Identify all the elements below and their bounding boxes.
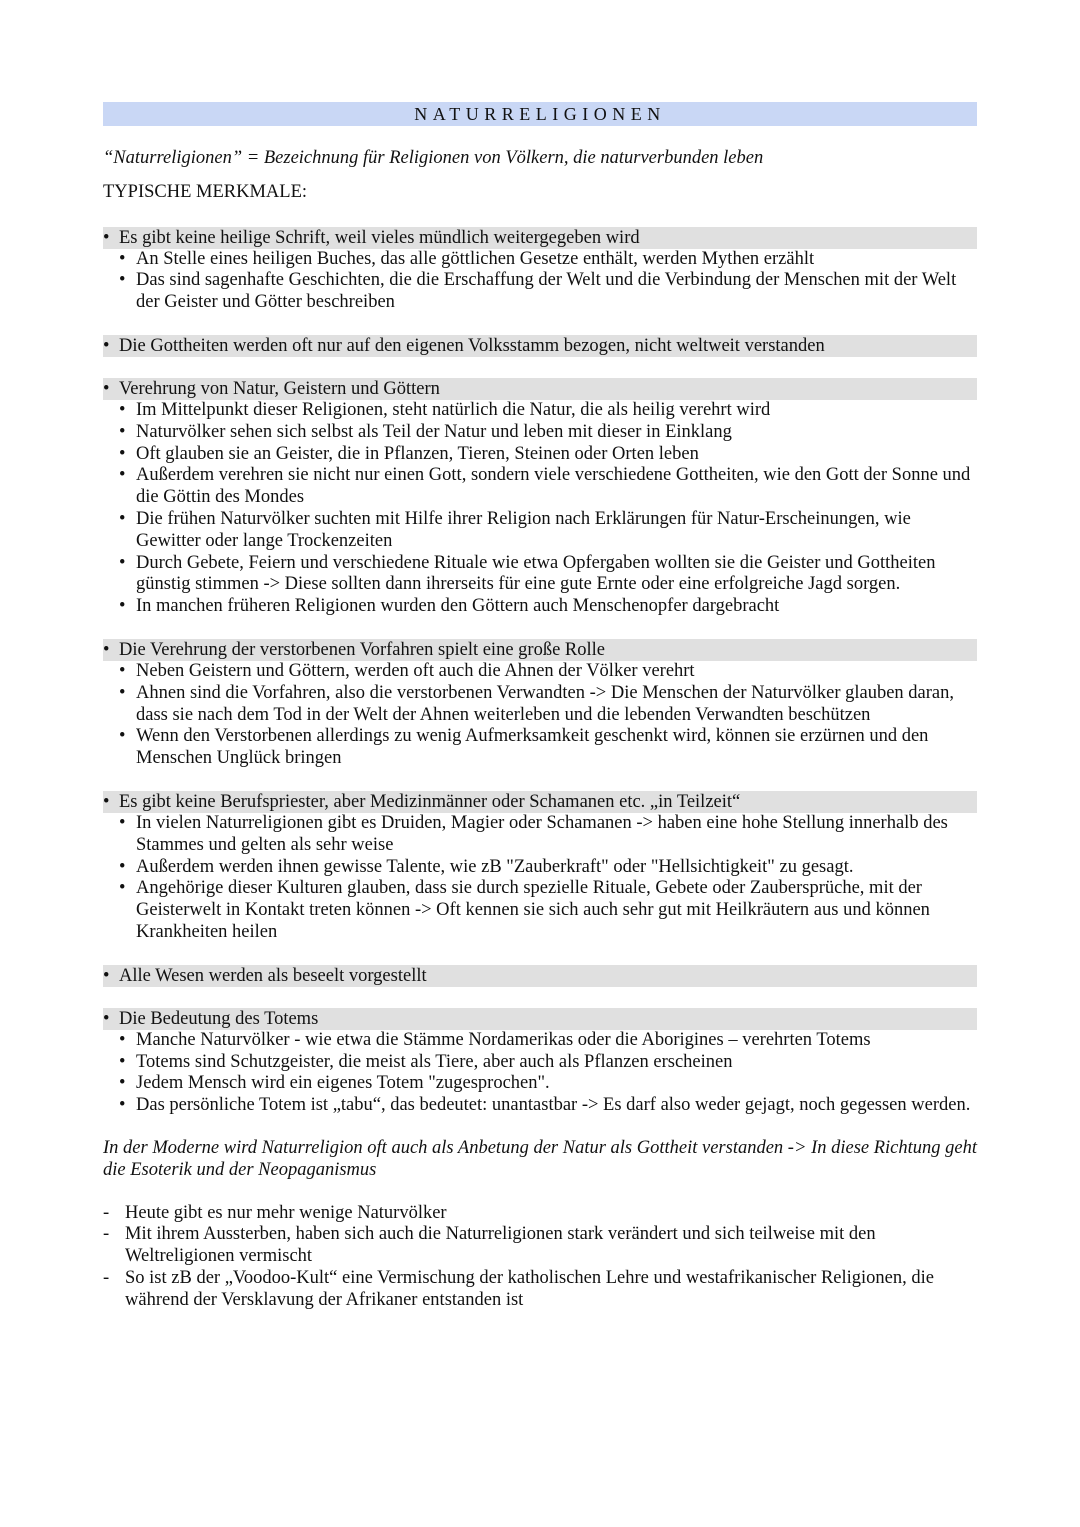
list-item-text: Mit ihrem Aussterben, haben sich auch die Naturreligionen stark verändert und sich teilweise mit den Weltreligionen vermischt xyxy=(125,1224,876,1267)
list-item-text: Naturvölker sehen sich selbst als Teil der Natur und leben mit dieser in Einklang xyxy=(136,421,732,442)
list-item xyxy=(103,1224,977,1268)
feature-section xyxy=(103,227,977,314)
dash-icon: - xyxy=(103,1202,110,1223)
feature-section xyxy=(103,1008,977,1117)
list-item-text: Jedem Mensch wird ein eigenes Totem "zugesprochen". xyxy=(136,1073,550,1094)
list-item xyxy=(103,509,977,553)
feature-heading-text: Alle Wesen werden als beseelt vorgestellt xyxy=(119,965,427,986)
list-item-text: Neben Geistern und Göttern, werden oft auch die Ahnen der Völker verehrt xyxy=(136,660,695,681)
feature-details xyxy=(103,249,977,314)
bullet-icon: • xyxy=(119,508,126,529)
list-item xyxy=(103,553,977,597)
bullet-icon: • xyxy=(103,965,110,986)
bullet-icon: • xyxy=(119,1051,126,1072)
feature-details xyxy=(103,813,977,944)
list-item xyxy=(103,1203,977,1225)
list-item-text: Wenn den Verstorbenen allerdings zu wenig Aufmerksamkeit geschenkt wird, können sie erzürnen und den Menschen Unglück bringen xyxy=(136,726,929,769)
feature-list xyxy=(103,227,977,1117)
bullet-icon: • xyxy=(119,726,126,747)
definition-term: “Naturreligionen” xyxy=(103,148,243,168)
feature-details xyxy=(103,1030,977,1117)
feature-heading-text: Es gibt keine Berufspriester, aber Medizinmänner oder Schamanen etc. „in Teilzeit“ xyxy=(119,791,741,812)
feature-heading-text: Die Bedeutung des Totems xyxy=(119,1008,319,1029)
list-item-text: Die frühen Naturvölker suchten mit Hilfe ihrer Religion nach Erklärungen für Natur-Erscheinungen, wie Gewitter oder lange Trockenzeiten xyxy=(136,508,911,551)
feature-heading xyxy=(103,335,977,357)
list-item xyxy=(103,249,977,271)
bullet-icon: • xyxy=(119,682,126,703)
list-item xyxy=(103,726,977,770)
bullet-icon: • xyxy=(119,270,126,291)
feature-heading xyxy=(103,639,977,661)
list-item xyxy=(103,465,977,509)
bullet-icon: • xyxy=(103,335,110,356)
list-item xyxy=(103,400,977,422)
bullet-icon: • xyxy=(103,227,110,248)
list-item-text: Heute gibt es nur mehr wenige Naturvölker xyxy=(125,1202,447,1223)
list-item-text: An Stelle eines heiligen Buches, das alle göttlichen Gesetze enthält, werden Mythen erzählt xyxy=(136,248,815,269)
list-item-text: Das persönliche Totem ist „tabu“, das bedeutet: unantastbar -> Es darf also weder gejagt, noch gegessen werden. xyxy=(136,1095,971,1116)
dash-icon: - xyxy=(103,1267,110,1288)
feature-details xyxy=(103,400,977,618)
feature-heading xyxy=(103,1008,977,1030)
list-item xyxy=(103,270,977,314)
list-item-text: Das sind sagenhafte Geschichten, die die Erschaffung der Welt und die Verbindung der Menschen mit der Welt der Geister und Götter beschreiben xyxy=(136,270,957,313)
list-item-text: In manchen früheren Religionen wurden den Göttern auch Menschenopfer dargebracht xyxy=(136,596,780,617)
bullet-icon: • xyxy=(119,856,126,877)
bullet-icon: • xyxy=(103,378,110,399)
bullet-icon: • xyxy=(119,421,126,442)
feature-heading-text: Die Gottheiten werden oft nur auf den eigenen Volksstamm bezogen, nicht weltweit verstanden xyxy=(119,335,825,356)
list-item-text: In vielen Naturreligionen gibt es Druiden, Magier oder Schamanen -> haben eine hohe Stellung innerhalb des Stammes und gelten als sehr weise xyxy=(136,812,948,855)
list-item-text: Angehörige dieser Kulturen glauben, dass sie durch spezielle Rituale, Gebete oder Zaubersprüche, mit der Geisterwelt in Kontakt treten können -> Oft kennen sie sich auch sehr gut mit Heilkräutern aus und können Krankheiten heilen xyxy=(136,878,930,942)
feature-section xyxy=(103,965,977,987)
list-item-text: Außerdem verehren sie nicht nur einen Gott, sondern viele verschiedene Gottheiten, wie den Gott der Sonne und die Göttin des Mondes xyxy=(136,465,971,508)
bullet-icon: • xyxy=(119,812,126,833)
final-points xyxy=(103,1203,977,1312)
bullet-icon: • xyxy=(119,1029,126,1050)
bullet-icon: • xyxy=(119,596,126,617)
list-item xyxy=(103,1073,977,1095)
feature-heading-text: Es gibt keine heilige Schrift, weil vieles mündlich weitergegeben wird xyxy=(119,227,640,248)
definition-text: = Bezeichnung für Religionen von Völkern, die naturverbunden leben xyxy=(242,148,764,168)
feature-section xyxy=(103,791,977,944)
bullet-icon: • xyxy=(119,552,126,573)
feature-heading xyxy=(103,227,977,249)
list-item xyxy=(103,813,977,857)
feature-heading xyxy=(103,378,977,400)
bullet-icon: • xyxy=(119,660,126,681)
list-item xyxy=(103,422,977,444)
list-item-text: Durch Gebete, Feiern und verschiedene Rituale wie etwa Opfergaben wollten sie die Geister und Gottheiten günstig stimmen -> Diese sollten dann ihrerseits für eine gute Ernte oder eine erfolgreiche Jagd sorgen. xyxy=(136,552,936,595)
bullet-icon: • xyxy=(103,639,110,660)
document-title: NATURRELIGIONEN xyxy=(103,102,977,126)
bullet-icon: • xyxy=(119,465,126,486)
list-item-text: Manche Naturvölker - wie etwa die Stämme Nordamerikas oder die Aborigines – verehrten Totems xyxy=(136,1029,871,1050)
bullet-icon: • xyxy=(119,443,126,464)
bullet-icon: • xyxy=(103,791,110,812)
feature-heading xyxy=(103,965,977,987)
feature-section xyxy=(103,639,977,770)
list-item xyxy=(103,444,977,466)
bullet-icon: • xyxy=(119,1095,126,1116)
conclusion: In der Moderne wird Naturreligion oft auch als Anbetung der Natur als Gottheit verstanden -> In diese Richtung geht die Esoterik und der Neopaganismus xyxy=(103,1137,978,1180)
bullet-icon: • xyxy=(119,248,126,269)
bullet-icon: • xyxy=(119,1073,126,1094)
list-item-text: So ist zB der „Voodoo-Kult“ eine Vermischung der katholischen Lehre und westafrikanischer Religionen, die während der Versklavung der Afrikaner entstanden ist xyxy=(125,1267,934,1310)
feature-details xyxy=(103,661,977,770)
list-item-text: Im Mittelpunkt dieser Religionen, steht natürlich die Natur, die als heilig verehrt wird xyxy=(136,399,771,420)
list-item xyxy=(103,1030,977,1052)
list-item xyxy=(103,596,977,618)
list-item-text: Oft glauben sie an Geister, die in Pflanzen, Tieren, Steinen oder Orten leben xyxy=(136,443,699,464)
feature-heading-text: Verehrung von Natur, Geistern und Göttern xyxy=(119,378,440,399)
bullet-icon: • xyxy=(119,878,126,899)
list-item xyxy=(103,1095,977,1117)
definition xyxy=(103,148,977,170)
section-heading: TYPISCHE MERKMALE: xyxy=(103,181,308,202)
feature-heading xyxy=(103,791,977,813)
list-item-text: Totems sind Schutzgeister, die meist als Tiere, aber auch als Pflanzen erscheinen xyxy=(136,1051,733,1072)
list-item xyxy=(103,661,977,683)
list-item xyxy=(103,1052,977,1074)
bullet-icon: • xyxy=(119,399,126,420)
bullet-icon: • xyxy=(103,1008,110,1029)
list-item xyxy=(103,683,977,727)
dash-icon: - xyxy=(103,1224,110,1245)
list-item-text: Ahnen sind die Vorfahren, also die verstorbenen Verwandten -> Die Menschen der Naturvölker glauben daran, dass sie nach dem Tod in der Welt der Ahnen weiterleben und die lebenden Verwandten beschützen xyxy=(136,682,955,725)
list-item xyxy=(103,878,977,943)
list-item xyxy=(103,857,977,879)
list-item xyxy=(103,1268,977,1312)
list-item-text: Außerdem werden ihnen gewisse Talente, wie zB "Zauberkraft" oder "Hellsichtigkeit" zu gesagt. xyxy=(136,856,854,877)
feature-section xyxy=(103,378,977,618)
feature-section xyxy=(103,335,977,357)
feature-heading-text: Die Verehrung der verstorbenen Vorfahren spielt eine große Rolle xyxy=(119,639,605,660)
